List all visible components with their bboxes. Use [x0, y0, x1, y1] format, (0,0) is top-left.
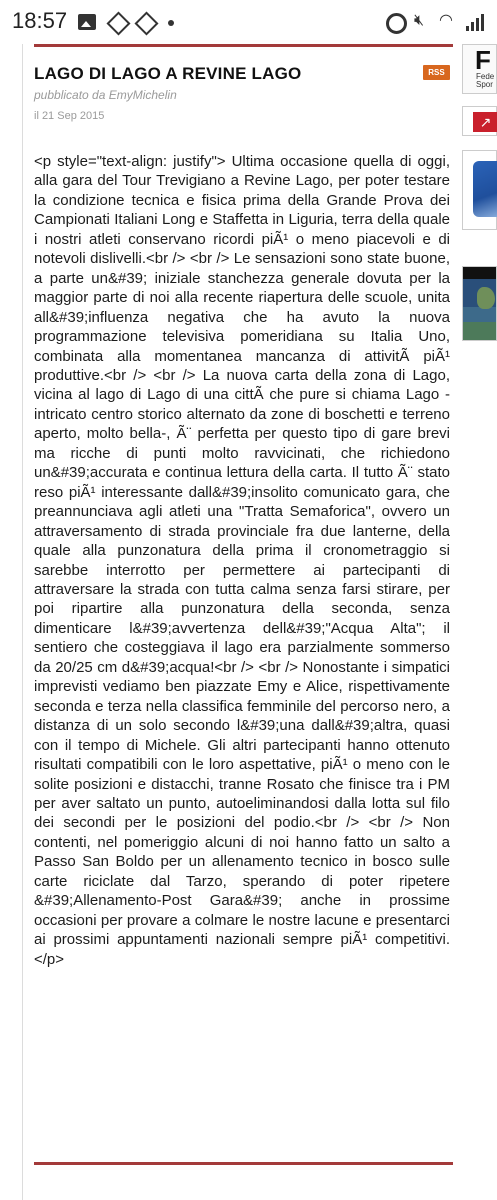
article-title[interactable]: LAGO DI LAGO A REVINE LAGO	[34, 64, 302, 83]
mute-icon: 🔇︎	[413, 12, 425, 29]
share-icon: ↗	[473, 112, 497, 132]
club-logo-shape	[473, 161, 497, 217]
article	[0, 44, 455, 1200]
federation-logo-text: Fede Spor	[476, 72, 495, 89]
article-body-text: <p style="text-align: justify"> Ultima occasione quella di oggi, alla gara del Tour Trevigiano a Revine Lago, per poter testare la condizione tecnica e fisica prima della Grande Prova dei Campionati Italiani Long e Staffetta in Liguria, terra della quale i nostri atleti conservano ricordi piÃ¹ o meno piacevoli e di notevoli dislivelli.<br /> <br /> Le sensazioni sono state buone, a parte un&#39; iniziale stanchezza generale dovuta per la maggior parte di noi alla recente riapertura delle scuole, unita all&#39;influenza negativa che ha avuto la nuova programmazione televisiva pomeridiana su Italia Uno, combinata alla momentanea mancanza di attivitÃ piÃ¹ produttive.<br /> <br /> La nuova carta della zona di Lago, vicina al lago di Lago di una cittÃ che pure si chiama Lago -intricato centro storico alternato da zone di boschetti e terreno aperto, molto bella-, Ã¨ perfetta per questo tipo di gare brevi ma ricche di punti molto ravvicinati, che richiedono un&#39;accurata e continua lettura della carta. Il tutto Ã¨ stato reso piÃ¹ interessante dall&#39;insolito comunicato gara, che preannunciava agli atleti una "Tratta Semaforica", ovvero un attraversamento di strada provinciale fra due lanterne, della quale alla punzonatura della prima il cronometraggio si sarebbe interrotto per permettere ai partecipanti di attraversare la strada con tutta calma senza farsi stirare, per poi ripartire alla punzonatura della seconda, senza dimenticare l&#39;avvertenza dell&#39;"Acqua Alta"; il sentiero che costeggiava il lago era parzialmente sommerso da 20/25 cm d&#39;acqua!<br /> <br /> Nonostante i simpatici imprevisti vediamo ben piazzate Emy e Alice, rispettivamente seconda e terza nella classifica femminile del percorso nero, a distanza di un solo secondo l&#39;una dall&#39;altra, quasi con il tempo di Michele. Gli altri partecipanti hanno ottenuto risultati compatibili con le loro aspettative, piÃ¹ o meno con le solite posizioni e distacchi, tranne Rosato che finisce tra i PM per aver saltato un punto, autoeliminandosi dalla lotta sul filo dei secondi per le posizioni del podio.<br /> <br /> Non contenti, nel pomeriggio alcuni di noi hanno fatto un salto a Passo San Boldo per un allenamento tecnico in bosco sulle carte riciclate dal Tarzo, sperando di poter ripetere &#39;Allenamento-Post Gara&#39; anche in prossime occasioni per provare a colmare le nostre lacune e presentarci ai prossimi appuntamenti nazionali sempre piÃ¹ competitivi.</p>	[34, 153, 450, 968]
sidebar	[462, 44, 497, 1200]
article-body	[34, 152, 450, 969]
clock: 18:57	[12, 8, 68, 33]
map-thumbnail[interactable]	[462, 266, 497, 341]
federation-logo-letter: F	[475, 45, 491, 75]
status-bar	[0, 0, 497, 44]
bottom-divider	[34, 1162, 453, 1165]
rss-button[interactable]: RSS	[423, 65, 450, 80]
club-logo[interactable]	[462, 150, 497, 230]
signal-icon	[466, 13, 490, 31]
alarm-icon	[386, 13, 407, 34]
photo-icon	[78, 14, 96, 30]
sponsor-badge[interactable]	[462, 106, 497, 136]
map-land-shape	[477, 287, 495, 309]
dot-icon	[168, 20, 174, 26]
federation-logo[interactable]	[462, 44, 497, 94]
navigation-icon-2	[134, 11, 158, 35]
author-byline: pubblicato da EmyMichelin	[34, 88, 177, 102]
publish-date: il 21 Sep 2015	[34, 110, 105, 122]
top-divider	[34, 44, 453, 47]
wifi-icon: ◠	[439, 12, 453, 29]
column-divider	[22, 44, 23, 1200]
navigation-icon	[106, 11, 130, 35]
